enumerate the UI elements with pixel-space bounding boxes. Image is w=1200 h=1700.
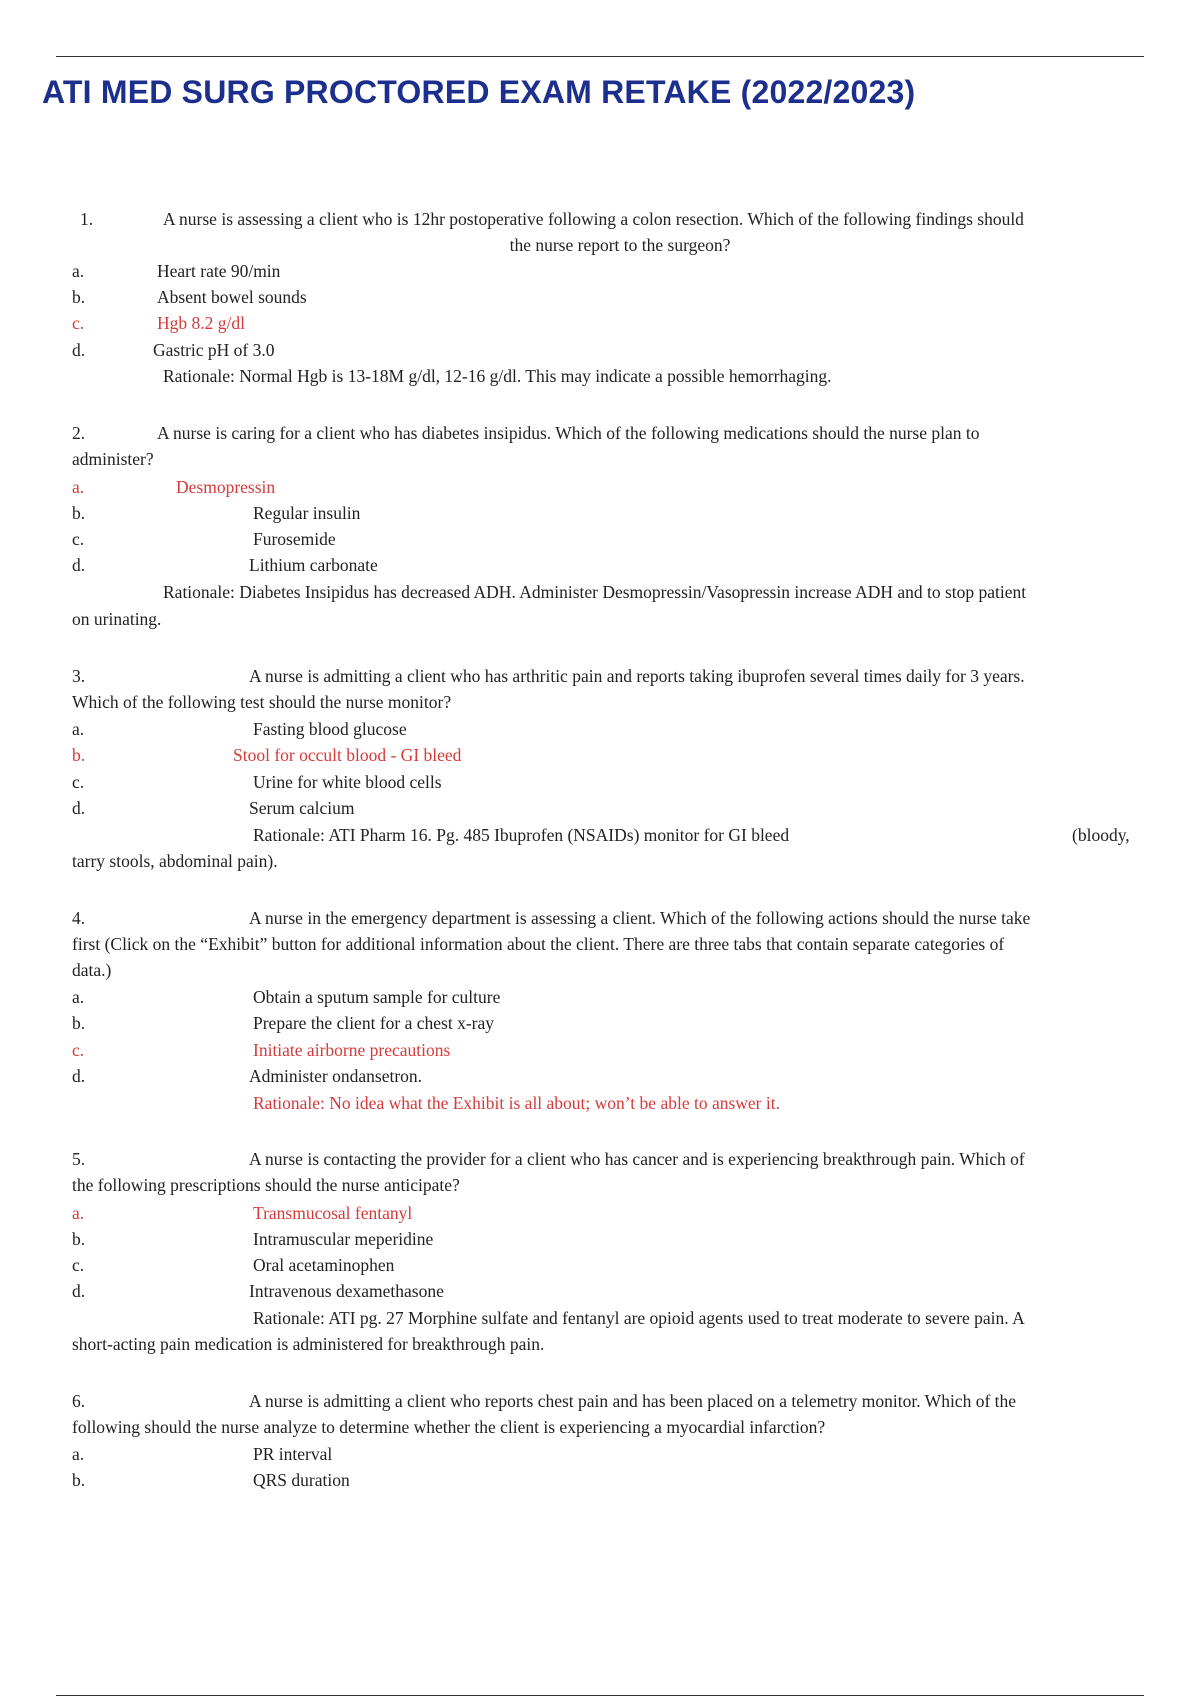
rationale-continued: on urinating. [72,609,162,629]
option-text: QRS duration [253,1470,350,1490]
option-letter: a. [72,261,85,281]
question-stem-continued: administer? [72,449,154,469]
question-stem-continued: the nurse report to the surgeon? [509,235,731,255]
option-letter: d. [72,340,86,360]
option-letter: a. [72,1444,85,1464]
bottom-rule [56,1695,1144,1696]
question-number: 3. [72,666,86,686]
document-title: ATI MED SURG PROCTORED EXAM RETAKE (2022/2023) [42,74,916,110]
option-text: Urine for white blood cells [253,772,442,792]
option-text: Prepare the client for a chest x-ray [253,1013,494,1033]
option-text: Gastric pH of 3.0 [153,340,275,360]
option-letter: c. [72,1255,85,1275]
option-letter: c. [72,772,85,792]
question-number: 1. [80,209,94,229]
question-number: 6. [72,1391,86,1411]
option-text: Serum calcium [249,798,355,818]
option-letter-correct: c. [72,1040,85,1060]
rationale: Rationale: ATI Pharm 16. Pg. 485 Ibuprofen (NSAIDs) monitor for GI bleed [253,825,790,845]
option-letter: b. [72,503,86,523]
option-letter: d. [72,1066,86,1086]
option-letter: a. [72,719,85,739]
option-text-correct: Initiate airborne precautions [253,1040,451,1060]
option-letter: c. [72,529,85,549]
option-letter: b. [72,287,86,307]
option-text: Oral acetaminophen [253,1255,395,1275]
question-stem: A nurse in the emergency department is assessing a client. Which of the following actions should the nurse take [249,908,1031,928]
option-text: Fasting blood glucose [253,719,407,739]
question-number: 5. [72,1149,86,1169]
option-text: Administer ondansetron. [249,1066,423,1086]
question-stem-continued: first (Click on the “Exhibit” button for additional information about the client. There are three tabs that contain separate categories of [72,934,1005,954]
question-stem-continued-2: data.) [72,960,112,980]
option-letter: d. [72,798,86,818]
option-text: Furosemide [253,529,336,549]
question-stem: A nurse is admitting a client who has arthritic pain and reports taking ibuprofen several times daily for 3 years. [249,666,1025,686]
option-text-correct: Desmopressin [176,477,276,497]
option-letter: d. [72,1281,86,1301]
option-text: Intravenous dexamethasone [249,1281,444,1301]
option-text: Regular insulin [253,503,361,523]
rationale-continued: short-acting pain medication is administered for breakthrough pain. [72,1334,545,1354]
rationale: Rationale: Normal Hgb is 13-18M g/dl, 12-16 g/dl. This may indicate a possible hemorrhaging. [163,366,832,386]
option-text: Heart rate 90/min [157,261,281,281]
option-letter-correct: a. [72,477,85,497]
question-stem-continued: the following prescriptions should the nurse anticipate? [72,1175,460,1195]
option-letter: b. [72,1229,86,1249]
top-rule [56,56,1144,57]
question-stem: A nurse is contacting the provider for a client who has cancer and is experiencing breakthrough pain. Which of [249,1149,1025,1169]
question-stem: A nurse is admitting a client who reports chest pain and has been placed on a telemetry monitor. Which of the [249,1391,1017,1411]
question-stem-continued: following should the nurse analyze to determine whether the client is experiencing a myocardial infarction? [72,1417,826,1437]
rationale: Rationale: Diabetes Insipidus has decreased ADH. Administer Desmopressin/Vasopressin increase ADH and to stop patient [163,582,1027,602]
question-stem-continued: Which of the following test should the nurse monitor? [72,692,452,712]
option-letter-correct: b. [72,745,86,765]
option-text: Obtain a sputum sample for culture [253,987,501,1007]
option-text: Absent bowel sounds [157,287,307,307]
rationale: Rationale: ATI pg. 27 Morphine sulfate and fentanyl are opioid agents used to treat moderate to severe pain. A [253,1308,1025,1328]
option-letter: d. [72,555,86,575]
rationale-continued: tarry stools, abdominal pain). [72,851,278,871]
option-letter: a. [72,987,85,1007]
option-letter-correct: a. [72,1203,85,1223]
option-text-correct: Transmucosal fentanyl [253,1203,413,1223]
rationale-tail: (bloody, [1072,825,1130,845]
question-number: 2. [72,423,86,443]
question-stem: A nurse is assessing a client who is 12hr postoperative following a colon resection. Which of the following findings should [163,209,1024,229]
option-text: Intramuscular meperidine [253,1229,434,1249]
option-text: PR interval [253,1444,333,1464]
option-letter-correct: c. [72,313,85,333]
option-letter: b. [72,1013,86,1033]
option-text: Lithium carbonate [249,555,378,575]
option-text-correct: Stool for occult blood - GI bleed [233,745,462,765]
question-stem: A nurse is caring for a client who has diabetes insipidus. Which of the following medications should the nurse plan to [157,423,980,443]
question-number: 4. [72,908,86,928]
rationale: Rationale: No idea what the Exhibit is all about; won’t be able to answer it. [253,1093,780,1113]
option-letter: b. [72,1470,86,1490]
option-text-correct: Hgb 8.2 g/dl [157,313,245,333]
